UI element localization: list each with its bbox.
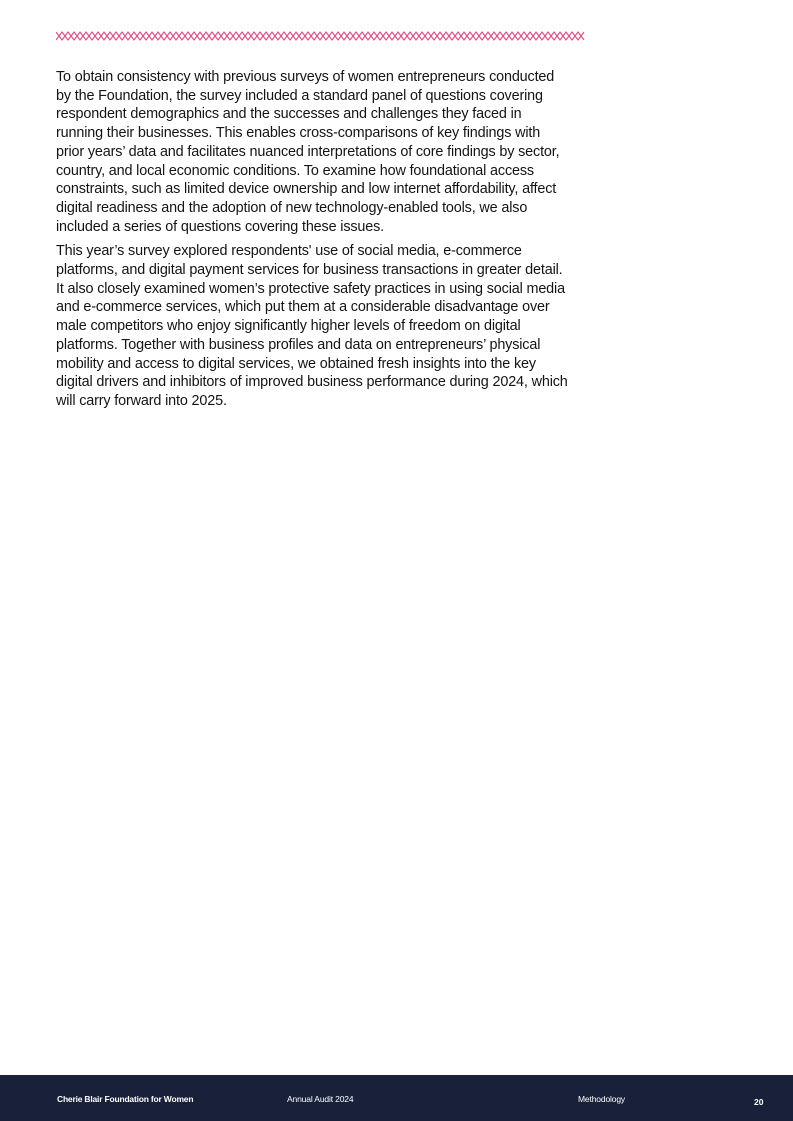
footer-report-title: Annual Audit 2024 <box>287 1094 354 1104</box>
page-number: 20 <box>754 1097 764 1107</box>
paragraph-consistency: To obtain consistency with previous surveys of women entrepreneurs conducted by the Foundation, the survey included a standard panel of questions covering respondent demographics and the successes and challenges they faced in running their businesses. This enables cross-comparisons of key findings with prior years’ data and facilitates nuanced interpretations of core findings by sector, country, and local economic conditions. To examine how foundational access constraints, such as limited device ownership and low internet affordability, affect digital readiness and the adoption of new technology-enabled tools, we also included a series of questions covering these issues. <box>56 69 560 235</box>
paragraph-survey-scope: This year’s survey explored respondents' use of social media, e-commerce platforms, and digital payment services for business transactions in greater detail. It also closely examined women’s protective safety practices in using social media and e-commerce services, which put them at a considerable disadvantage over male competitors who enjoy significantly higher levels of freedom on digital platforms. Together with business profiles and data on entrepreneurs’ physical mobility and access to digital services, we obtained fresh insights into the key digital drivers and inhibitors of improved business performance during 2024, which will carry forward into 2025. <box>56 243 568 409</box>
footer-section: Methodology <box>578 1094 626 1104</box>
footer-organization: Cherie Blair Foundation for Women <box>57 1094 194 1104</box>
page-footer <box>0 1075 793 1121</box>
zigzag-divider-icon <box>56 29 588 43</box>
main-content <box>56 68 568 417</box>
